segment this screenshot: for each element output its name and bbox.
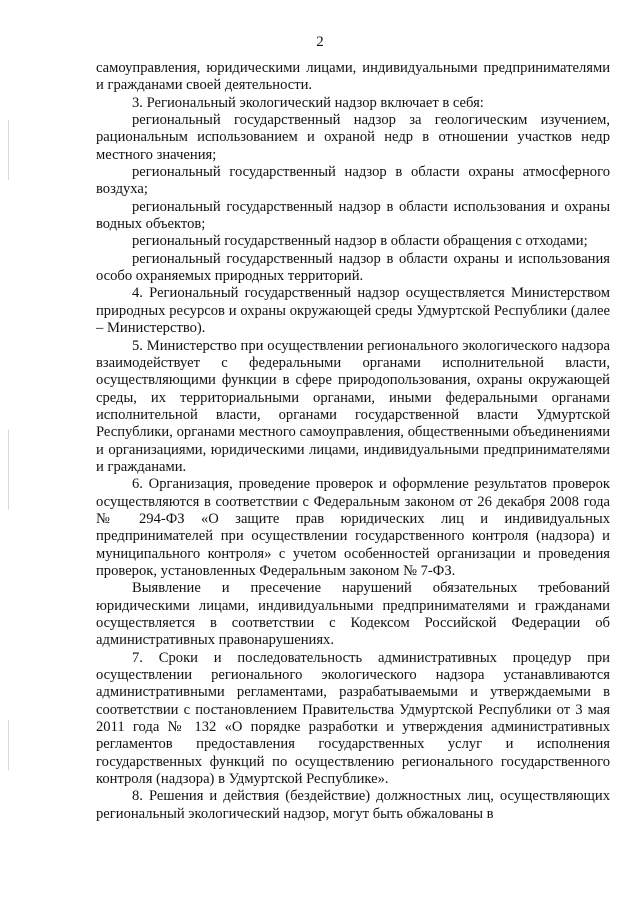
document-body [96, 60, 610, 823]
scan-edge-mark [8, 430, 9, 510]
paragraph: региональный государственный надзор в области использования и охраны водных объектов; [96, 198, 610, 233]
scan-edge-mark [8, 720, 9, 770]
scan-edge-mark [8, 120, 9, 180]
paragraph: региональный государственный надзор в области охраны и использования особо охраняемых природных территорий. [96, 250, 610, 285]
paragraph: 8. Решения и действия (бездействие) должностных лиц, осуществляющих региональный экологический надзор, могут быть обжалованы в [96, 788, 610, 822]
paragraph: Выявление и пресечение нарушений обязательных требований юридическими лицами, индивидуальными предпринимателями и гражданами осуществляется в соответствии с Кодексом Российской Федерации об административных правонарушениях. [96, 580, 610, 649]
paragraph: 3. Региональный экологический надзор включает в себя: [132, 94, 484, 111]
page-number: 2 [316, 34, 324, 50]
paragraph: 6. Организация, проведение проверок и оформление результатов проверок осуществляются в соответствии с Федеральным законом от 26 декабря 2008 года № 294-ФЗ «О защите прав юридических лиц и индивидуальных предпринимателей при осуществлении государственного контроля (надзора) и муниципального контроля» с учетом особенностей организации и проведения проверок, установленных Федеральным законом № 7-ФЗ. [96, 476, 610, 579]
paragraph: региональный государственный надзор за геологическим изучением, рациональным использованием и охраной недр в отношении участков недр местного значения; [96, 112, 610, 163]
paragraph: региональный государственный надзор в области обращения с отходами; [132, 233, 588, 250]
paragraph: самоуправления, юридическими лицами, индивидуальными предпринимателями и гражданами своей деятельности. [96, 60, 610, 94]
paragraph: региональный государственный надзор в области охраны атмосферного воздуха; [96, 164, 610, 198]
paragraph: 5. Министерство при осуществлении регионального экологического надзора взаимодействует с федеральными органами исполнительной власти, осуществляющими функции в сфере природопользования, охраны окружающей среды, их территориальными органами, иными федеральными органами исполнительной власти, органами государственной власти Удмуртской Республики, органами местного самоуправления, общественными объединениями и организациями, юридическими лицами, индивидуальными предпринимателями и гражданами. [96, 337, 610, 475]
paragraph: 4. Региональный государственный надзор осуществляется Министерством природных ресурсов и охраны окружающей среды Удмуртской Республики (далее – Министерство). [96, 285, 610, 337]
paragraph: 7. Сроки и последовательность административных процедур при осуществлении регионального экологического надзора устанавливаются административными регламентами, разрабатываемыми и утверждаемыми в соответствии с постановлением Правительства Удмуртской Республики от 3 мая 2011 года № 132 «О порядке разработки и утверждения административных регламентов предоставления государственных услуг и исполнения государственных функций по осуществлению регионального государственного контроля (надзора) в Удмуртской Республике». [96, 649, 610, 788]
